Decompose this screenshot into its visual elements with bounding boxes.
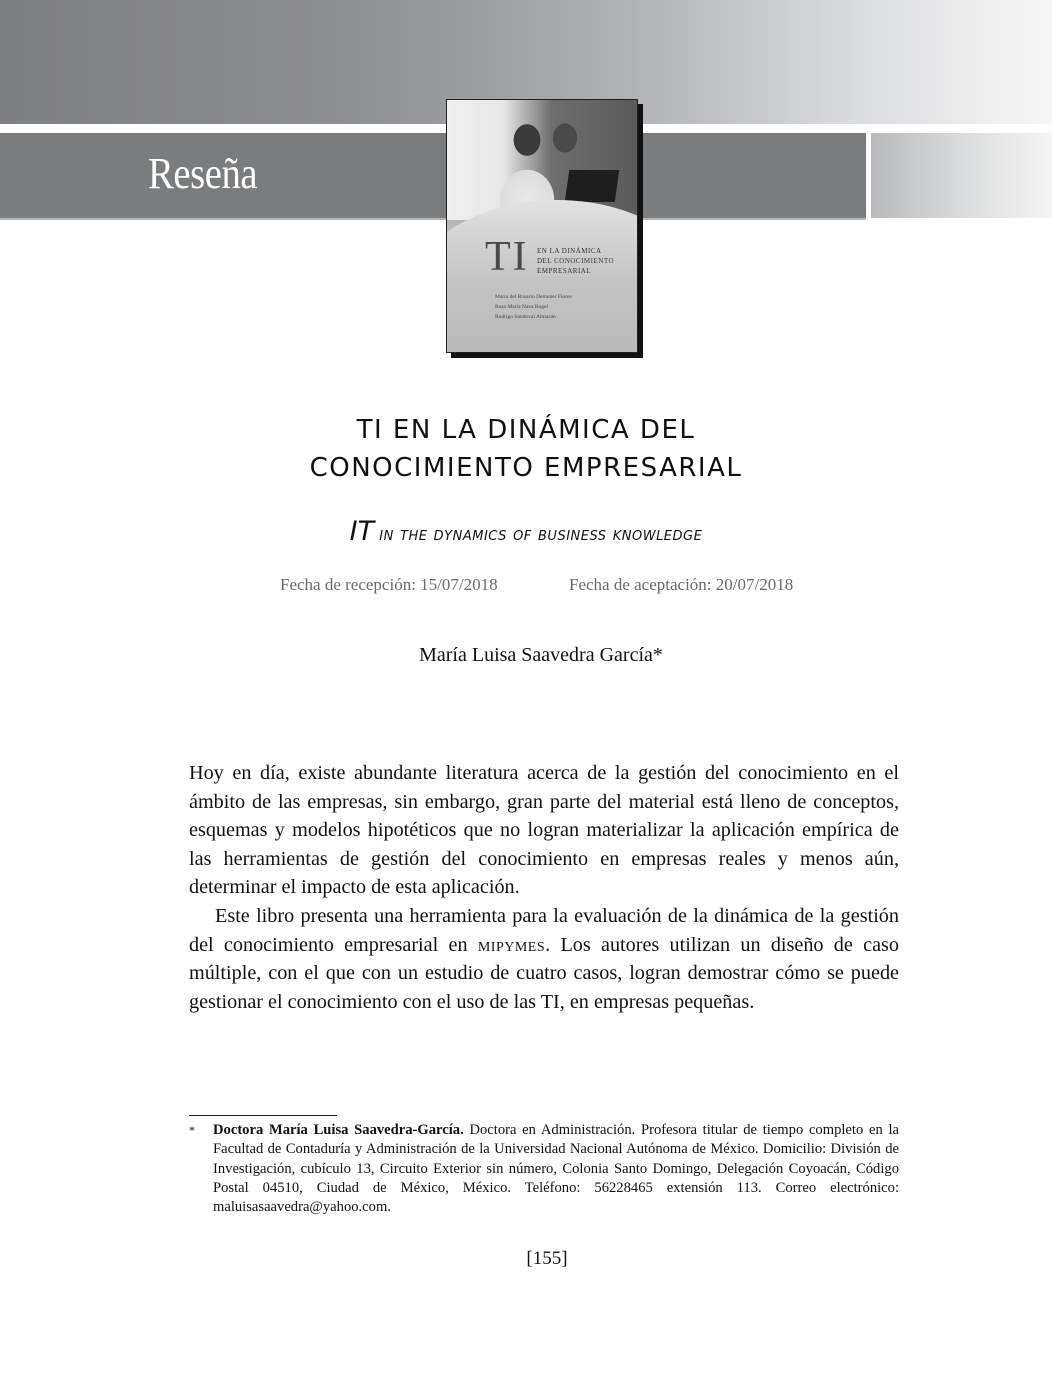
mipymes-acronym: mipymes <box>477 933 546 956</box>
received-date: Fecha de recepción: 15/07/2018 <box>280 575 498 594</box>
section-label: Reseña <box>148 149 258 198</box>
article-subtitle <box>0 516 1052 547</box>
subtitle-rest: in the dynamics of business knowledge <box>379 524 703 545</box>
footnote-divider <box>189 1115 337 1116</box>
book-cover-author: Rosa María Nava Rogel <box>495 304 548 310</box>
article-title-line2: CONOCIMIENTO EMPRESARIAL <box>309 453 743 483</box>
subtitle-lead: IT <box>349 516 375 547</box>
footnote <box>189 1121 899 1217</box>
dates-row <box>280 575 794 595</box>
author-name: María Luisa Saavedra García* <box>419 644 663 666</box>
footnote-body: Doctora en Administración. Profesora titular de tiempo completo en la Facultad de Contaduría y Administración de la Universidad Nacional Autónoma de México. Domicilio: División de Investigación, cubículo 13, Circuito Exterior sin número, Colonia Santo Domingo, Delegación Coyoacán, Código Postal 04510, Ciudad de México, México. Teléfono: 56228465 extensión 113. Correo electrónico: maluisasaavedra@yahoo.com. <box>213 1122 900 1216</box>
book-cover-image <box>446 99 638 353</box>
book-cover-authors <box>495 292 572 322</box>
paragraph-1: Hoy en día, existe abundante literatura acerca de la gestión del conocimiento en el ámbito de las empresas, sin embargo, gran parte del material está lleno de conceptos, esquemas y modelos hipotéticos que no logran materializar la aplicación empírica de las herramientas de gestión del conocimiento en empresas reales y menos aún, determinar el impacto de esta aplicación. <box>189 762 899 899</box>
footnote-bold-name: Doctora María Luisa Saavedra-García. <box>213 1122 464 1138</box>
book-cover-subtitle-line: DEL CONOCIMIENTO <box>537 257 615 265</box>
paragraph-2-part: . Los autores utilizan un diseño de caso múltiple, con el que con un estudio de cuatro casos, logran demostrar cómo se puede gestionar el conocimiento con el uso de las TI, en empresas pequeñas. <box>189 933 899 1013</box>
section-band <box>0 133 866 220</box>
section-band-right-gradient <box>871 133 1052 218</box>
book-cover-ti: TI <box>485 234 529 280</box>
paragraph-2-part: Este libro presenta una herramienta para la evaluación de la dinámica de la gestión del conocimiento empresarial en <box>189 904 899 956</box>
book-cover-subtitle <box>537 246 614 276</box>
desk-graphic <box>446 200 638 353</box>
article-title <box>0 411 1052 487</box>
article-title-line1: TI EN LA DINÁMICA DEL <box>356 415 696 445</box>
paragraph-2 <box>189 902 899 1016</box>
book-cover-subtitle-line: EMPRESARIAL <box>537 267 592 275</box>
accepted-date: Fecha de aceptación: 20/07/2018 <box>569 575 794 594</box>
page-number: [155] <box>526 1248 568 1269</box>
body-text <box>189 759 899 1016</box>
book-cover-subtitle-line: EN LA DINÁMICA <box>537 247 602 255</box>
book-cover-author: María del Rosario Demuner Flores <box>495 294 572 300</box>
footnote-text <box>213 1121 899 1217</box>
laptop-graphic <box>565 170 619 202</box>
footnote-mark: * <box>189 1123 195 1137</box>
book-cover-author: Rodrigo Sandoval Almazán <box>495 314 556 320</box>
